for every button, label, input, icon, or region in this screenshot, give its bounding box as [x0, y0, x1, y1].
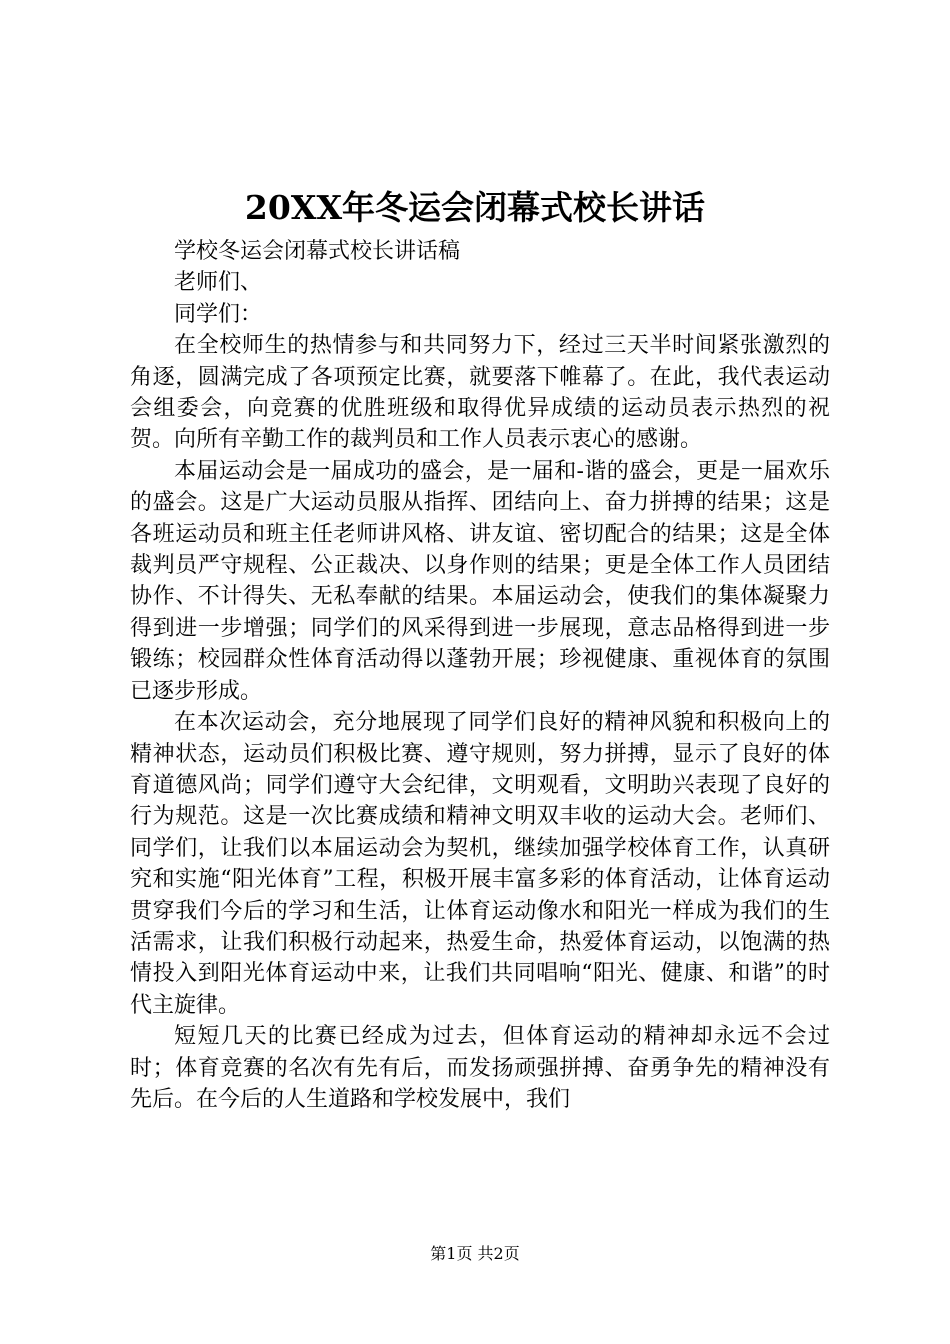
document-body: [130, 236, 830, 1115]
paragraph-2: 本届运动会是一届成功的盛会，是一届和-谐的盛会，更是一届欢乐的盛会。这是广大运动员服从指挥、团结向上、奋力拼搏的结果；这是各班运动员和班主任老师讲风格、讲友谊、密切配合的结果；这是全体裁判员严守规程、公正裁决、以身作则的结果；更是全体工作人员团结协作、不计得失、无私奉献的结果。本届运动会，使我们的集体凝聚力得到进一步增强；同学们的风采得到进一步展现，意志品格得到进一步锻练；校园群众性体育活动得以蓬勃开展；珍视健康、重视体育的氛围已逐步形成。: [130, 458, 830, 704]
document-title: 20XX年冬运会闭幕式校长讲话: [244, 188, 706, 227]
salutation-teachers: 老师们、: [174, 270, 263, 296]
paragraph-1: 在全校师生的热情参与和共同努力下，经过三天半时间紧张激烈的角逐，圆满完成了各项预定比赛，就要落下帷幕了。在此，我代表运动会组委会，向竞赛的优胜班级和取得优异成绩的运动员表示热烈的祝贺。向所有辛勤工作的裁判员和工作人员表示衷心的感谢。: [130, 333, 830, 453]
subtitle-line: 学校冬运会闭幕式校长讲话稿: [174, 239, 461, 264]
page-number-footer: 第1页 共2页: [430, 1244, 520, 1263]
paragraph-4: 短短几天的比赛已经成为过去，但体育运动的精神却永远不会过时；体育竞赛的名次有先有后，而发扬顽强拼搏、奋勇争先的精神没有先后。在今后的人生道路和学校发展中，我们: [130, 1024, 830, 1112]
paragraph-3: 在本次运动会，充分地展现了同学们良好的精神风貌和积极向上的精神状态，运动员们积极比赛、遵守规则，努力拼搏，显示了良好的体育道德风尚；同学们遵守大会纪律，文明观看，文明助兴表现了良好的行为规范。这是一次比赛成绩和精神文明双丰收的运动大会。老师们、同学们，让我们以本届运动会为契机，继续加强学校体育工作，认真研究和实施“阳光体育”工程，积极开展丰富多彩的体育活动，让体育运动贯穿我们今后的学习和生活，让体育运动像水和阳光一样成为我们的生活需求，让我们积极行动起来，热爱生命，热爱体育运动，以饱满的热情投入到阳光体育运动中来，让我们共同唱响“阳光、健康、和谐”的时代主旋律。: [130, 710, 830, 1018]
salutation-students: 同学们：: [174, 301, 263, 327]
